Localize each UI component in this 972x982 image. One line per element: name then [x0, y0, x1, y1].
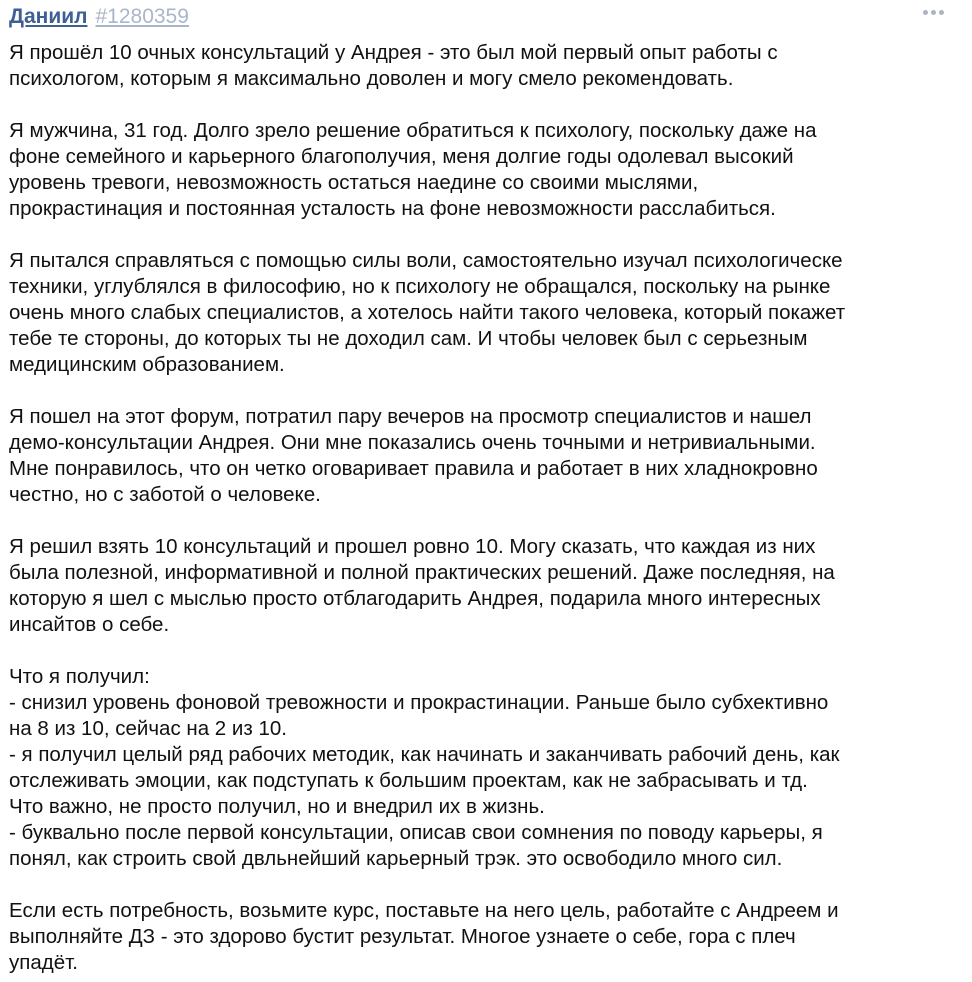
paragraph-line: выполняйте ДЗ - это здорово бустит результат. Многое узнаете о себе, гора с плеч	[9, 925, 796, 948]
paragraph-line: упадёт.	[9, 951, 78, 974]
paragraph-line: Мне понравилось, что он четко оговаривает правила и работает в них хладнокровно	[9, 457, 818, 480]
paragraph-line: на 8 из 10, сейчас на 2 из 10.	[9, 717, 287, 740]
paragraph-line: Я пытался справляться с помощью силы воли, самостоятельно изучал психологическе	[9, 249, 843, 272]
post-paragraph	[9, 664, 954, 872]
post-paragraph	[9, 898, 954, 976]
paragraph-line: Что важно, не просто получил, но и внедрил их в жизнь.	[9, 795, 545, 818]
paragraph-line: - я получил целый ряд рабочих методик, как начинать и заканчивать рабочий день, как	[9, 743, 840, 766]
dot	[939, 10, 944, 15]
paragraph-line: техники, углублялся в философию, но к психологу не обращался, поскольку на рынке	[9, 275, 831, 298]
post-header	[9, 2, 954, 32]
paragraph-line: Я решил взять 10 консультаций и прошел ровно 10. Могу сказать, что каждая из них	[9, 535, 816, 558]
paragraph-line: психологом, которым я максимально доволен и могу смело рекомендовать.	[9, 67, 734, 90]
paragraph-line: - буквально после первой консультации, описав свои сомнения по поводу карьеры, я	[9, 821, 823, 844]
paragraph-line: отслеживать эмоции, как подступать к большим проектам, как не забрасывать и тд.	[9, 769, 808, 792]
dot	[923, 10, 928, 15]
post-body	[9, 40, 954, 976]
post-paragraph	[9, 248, 954, 378]
paragraph-line: Я мужчина, 31 год. Долго зрело решение обратиться к психологу, поскольку даже на	[9, 119, 817, 142]
paragraph-line: Я прошёл 10 очных консультаций у Андрея - это был мой первый опыт работы с	[9, 41, 778, 64]
post-paragraph	[9, 534, 954, 638]
paragraph-line: которую я шел с мыслью просто отблагодарить Андрея, подарила много интересных	[9, 587, 821, 610]
paragraph-line: уровень тревоги, невозможность остаться наедине со своими мыслями,	[9, 171, 699, 194]
more-dots-icon[interactable]	[921, 6, 946, 19]
post-paragraph	[9, 404, 954, 508]
paragraph-line: - снизил уровень фоновой тревожности и прокрастинации. Раньше было субхективно	[9, 691, 829, 714]
paragraph-line: прокрастинация и постоянная усталость на фоне невозможности расслабиться.	[9, 197, 776, 220]
paragraph-line: Что я получил:	[9, 665, 150, 688]
paragraph-line: демо-консультации Андрея. Они мне показались очень точными и нетривиальными.	[9, 431, 816, 454]
paragraph-line: честно, но с заботой о человеке.	[9, 483, 321, 506]
post-paragraph	[9, 118, 954, 222]
paragraph-line: Я пошел на этот форум, потратил пару вечеров на просмотр специалистов и нашел	[9, 405, 812, 428]
paragraph-line: медицинским образованием.	[9, 353, 285, 376]
paragraph-line: была полезной, информативной и полной практических решений. Даже последняя, на	[9, 561, 835, 584]
paragraph-line: фоне семейного и карьерного благополучия, меня долгие годы одолевал высокий	[9, 145, 794, 168]
paragraph-line: тебе те стороны, до которых ты не доходил сам. И чтобы человек был с серьезным	[9, 327, 808, 350]
dot	[931, 10, 936, 15]
paragraph-line: понял, как строить свой двльнейший карьерный трэк. это освободило много сил.	[9, 847, 783, 870]
paragraph-line: Если есть потребность, возьмите курс, поставьте на него цель, работайте с Андреем и	[9, 899, 839, 922]
paragraph-line: инсайтов о себе.	[9, 613, 170, 636]
paragraph-line: очень много слабых специалистов, а хотелось найти такого человека, который покажет	[9, 301, 846, 324]
post-paragraph	[9, 40, 954, 92]
author-link[interactable]: Даниил	[9, 5, 88, 28]
post-id-link[interactable]: #1280359	[95, 5, 189, 28]
